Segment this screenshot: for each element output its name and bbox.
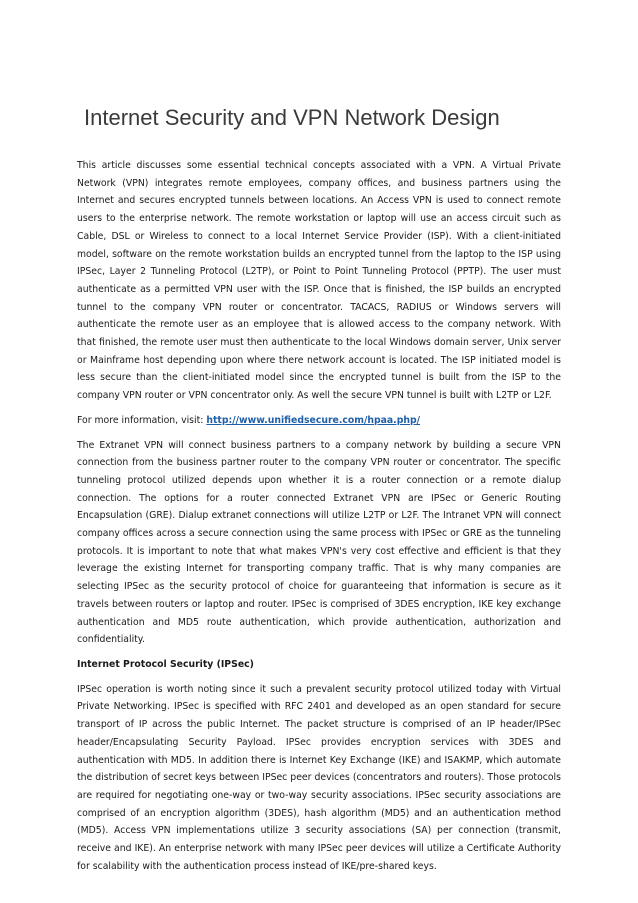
paragraph-extranet: The Extranet VPN will connect business partners to a company network by building a secure VPN connection from the business partner router to the company VPN router or concentrator. The specific tunneling protocol utilized depends upon whether it is a router connection or a remote dialup connection. The options for a router connected Extranet VPN are IPSec or Generic Routing Encapsulation (GRE). Dialup extranet connections will utilize L2TP or L2F. The Intranet VPN will connect company offices across a secure connection using the same process with IPSec or GRE as the tunneling protocols. It is important to note that what makes VPN's very cost effective and efficient is that they leverage the existing Internet for transporting company traffic. That is why many companies are selecting IPSec as the security protocol of choice for guaranteeing that information is secure as it travels between routers or laptop and router. IPSec is comprised of 3DES encryption, IKE key exchange authentication and MD5 route authentication, which provide authentication, authorization and confidentiality. xyxy=(77,439,561,646)
more-info-label: For more information, visit: xyxy=(77,414,207,426)
paragraph-intro: This article discusses some essential technical concepts associated with a VPN. A Virtual Private Network (VPN) integrates remote employees, company offices, and business partners using the Internet and secures encrypted tunnels between locations. An Access VPN is used to connect remote users to the enterprise network. The remote workstation or laptop will use an access circuit such as Cable, DSL or Wireless to connect to a local Internet Service Provider (ISP). With a client-initiated model, software on the remote workstation builds an encrypted tunnel from the laptop to the ISP using IPSec, Layer 2 Tunneling Protocol (L2TP), or Point to Point Tunneling Protocol (PPTP). The user must authenticate as a permitted VPN user with the ISP. Once that is finished, the ISP builds an encrypted tunnel to the company VPN router or concentrator. TACACS, RADIUS or Windows servers will authenticate the remote user as an employee that is allowed access to the company network. With that finished, the remote user must then authenticate to the local Windows domain server, Unix server or Mainframe host depending upon where there network account is located. The ISP initiated model is less secure than the client-initiated model since the encrypted tunnel is built from the ISP to the company VPN router or VPN concentrator only. As well the secure VPN tunnel is built with L2TP or L2F. xyxy=(77,160,561,402)
paragraph-ipsec: IPSec operation is worth noting since it such a prevalent security protocol utilized today with Virtual Private Networking. IPSec is specified with RFC 2401 and developed as an open standard for secure transport of IP across the public Internet. The packet structure is comprised of an IP header/IPSec header/Encapsulating Security Payload. IPSec provides encryption services with 3DES and authentication with MD5. In addition there is Internet Key Exchange (IKE) and ISAKMP, which automate the distribution of secret keys between IPSec peer devices (concentrators and routers). Those protocols are required for negotiating one-way or two-way security associations. IPSec security associations are comprised of an encryption algorithm (3DES), hash algorithm (MD5) and an authentication method (MD5). Access VPN implementations utilize 3 security associations (SA) per connection (transmit, receive and IKE). An enterprise network with many IPSec peer devices will utilize a Certificate Authority for scalability with the authentication process instead of IKE/pre-shared keys. xyxy=(77,683,561,872)
more-info-link[interactable]: http://www.unifiedsecure.com/hpaa.php/ xyxy=(206,414,421,426)
page-title: Internet Security and VPN Network Design xyxy=(84,105,500,130)
section-heading-ipsec: Internet Protocol Security (IPSec) xyxy=(77,658,254,670)
more-info-line xyxy=(77,412,561,430)
article-body xyxy=(77,157,561,882)
